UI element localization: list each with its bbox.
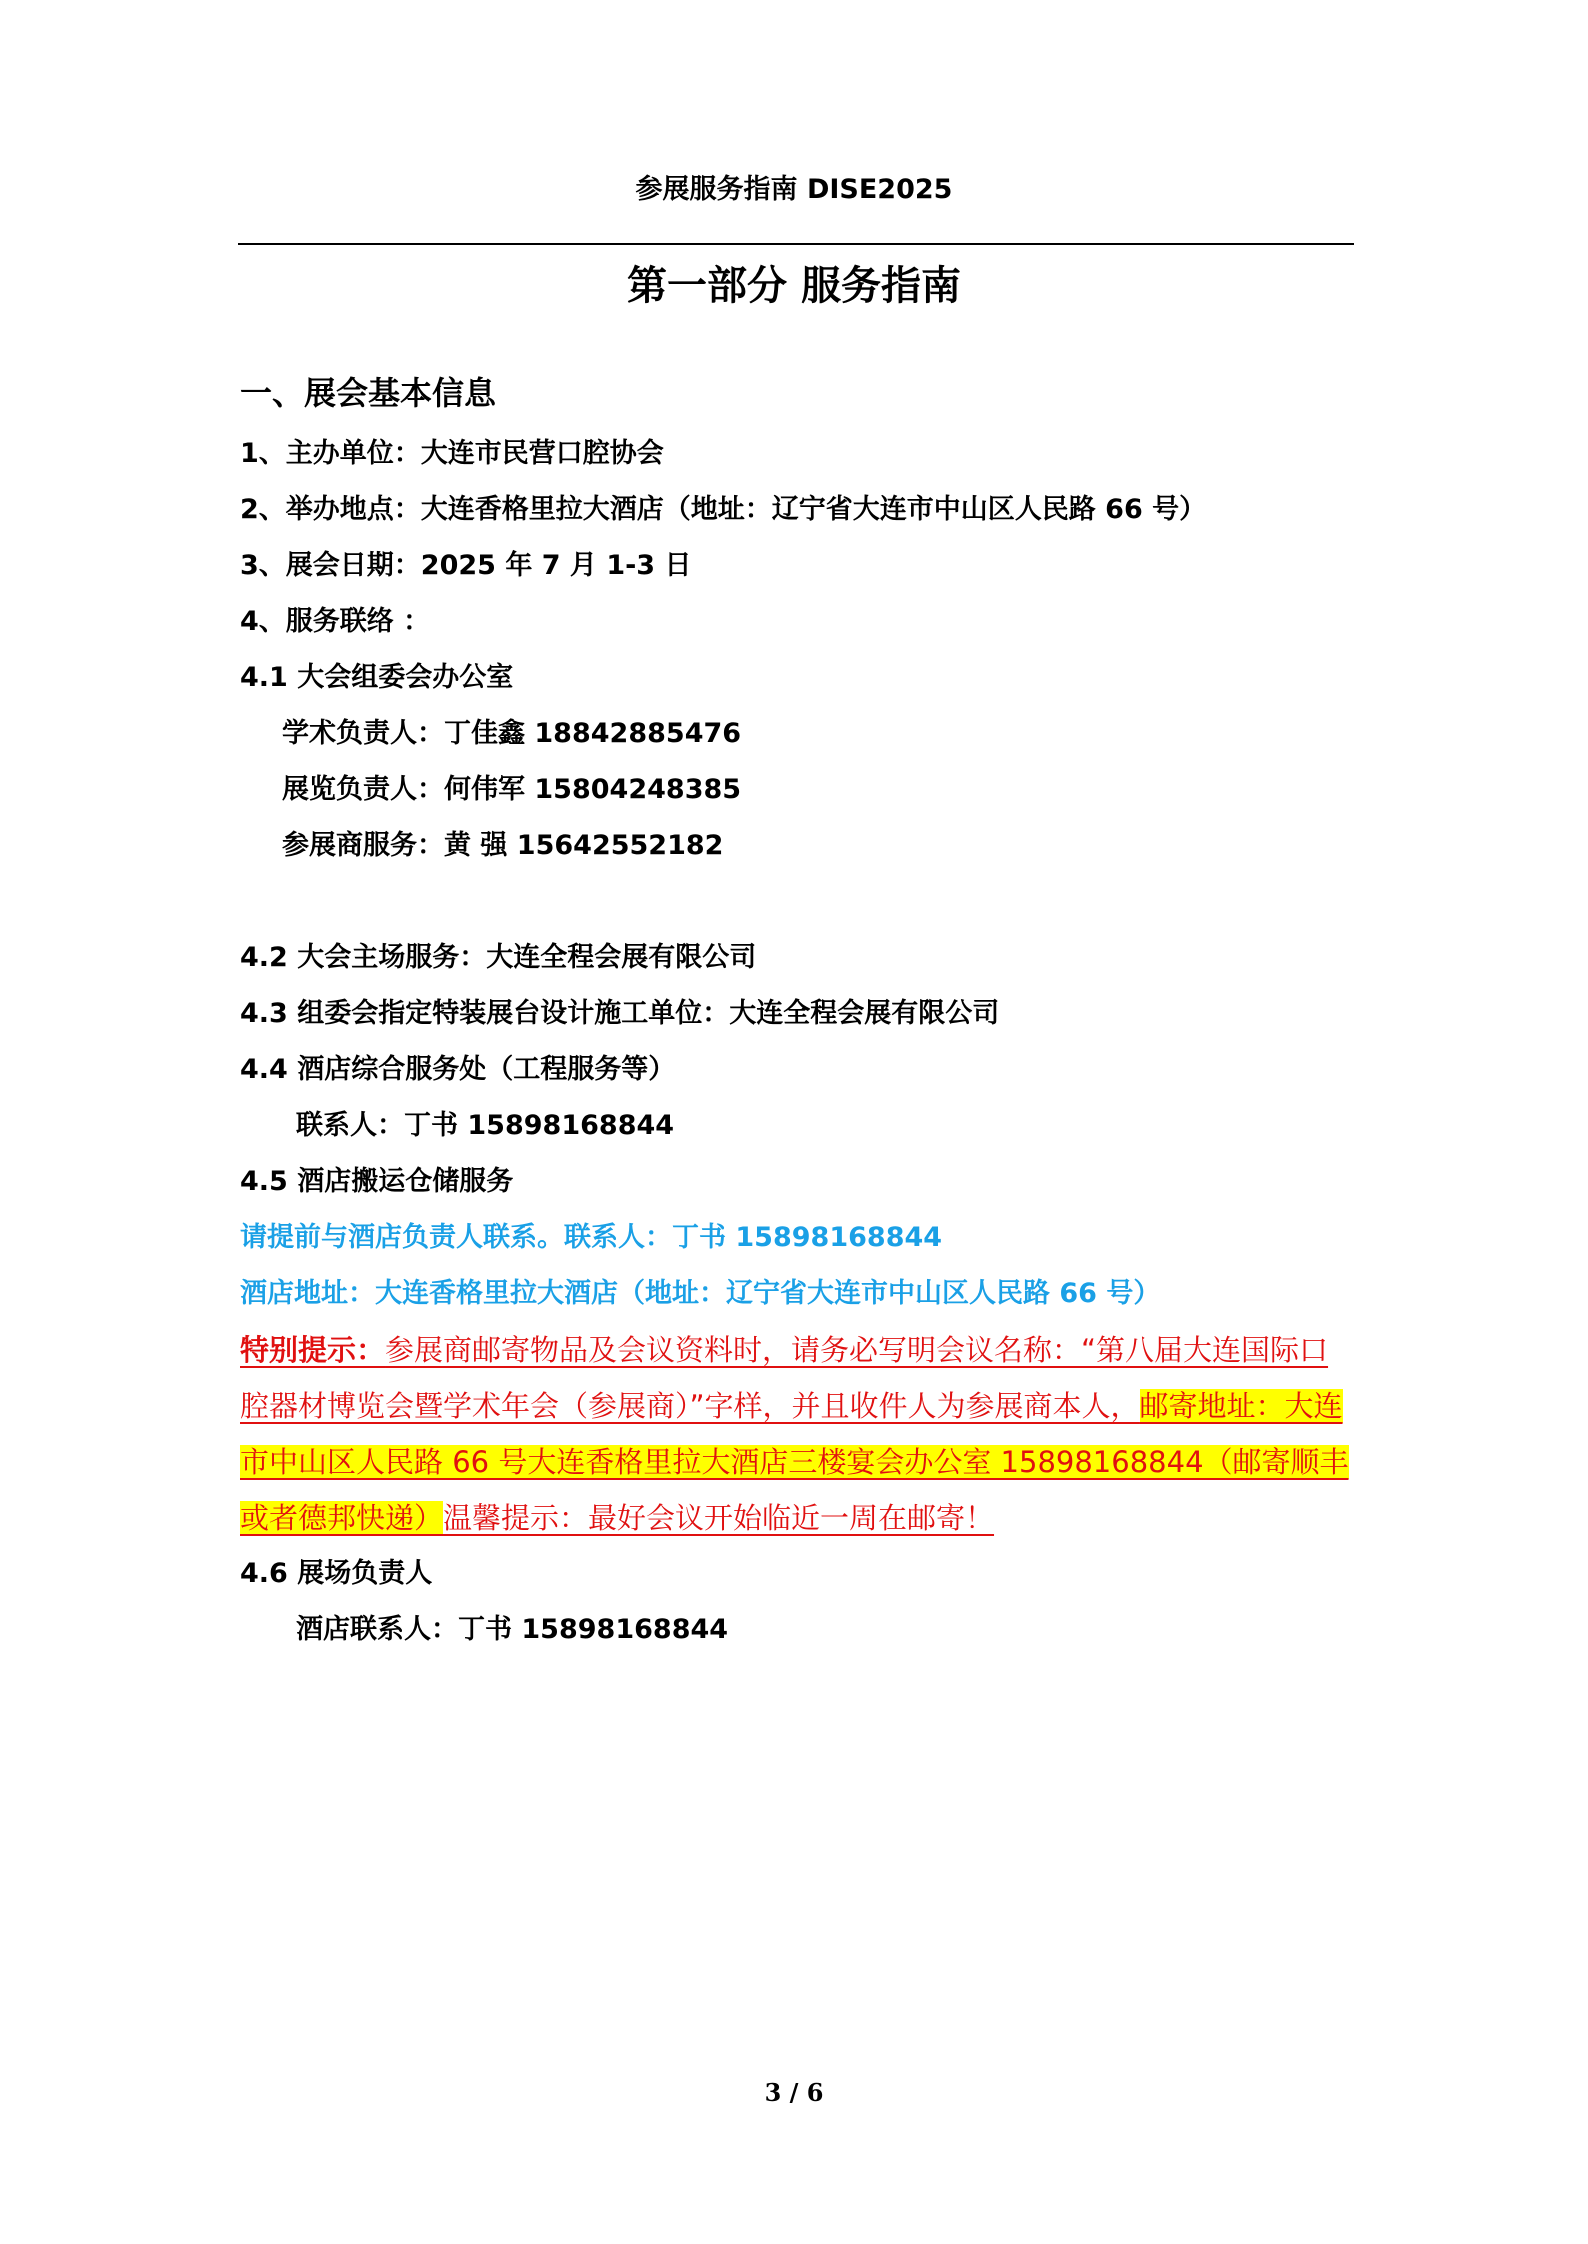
spacer	[240, 874, 1352, 930]
page-number: 3 / 6	[764, 2078, 824, 2107]
academic-contact: 学术负责人：丁佳鑫 18842885476	[282, 718, 742, 749]
section-title: 一、展会基本信息	[240, 374, 497, 412]
special-notice	[240, 1322, 1356, 1546]
main-service-line: 4.2 大会主场服务：大连全程会展有限公司	[240, 942, 757, 973]
exhibition-contact: 展览负责人：何伟军 15804248385	[282, 774, 742, 805]
dates-line: 3、展会日期：2025 年 7 月 1-3 日	[240, 550, 692, 581]
exhibitor-service-contact: 参展商服务：黄 强 15642552182	[282, 830, 724, 861]
header-divider	[238, 243, 1354, 245]
organizer-line: 1、主办单位：大连市民营口腔协会	[240, 438, 664, 469]
office-heading: 4.1 大会组委会办公室	[240, 662, 514, 693]
contact-heading: 4、服务联络 ：	[240, 606, 431, 637]
hotel-service-heading: 4.4 酒店综合服务处（工程服务等）	[240, 1054, 676, 1085]
hotel-service-contact: 联系人：丁书 15898168844	[296, 1110, 675, 1141]
mailing-address-highlight: 邮寄地址：大连市中山区人民路 66 号大连香格里拉大酒店三楼宴会办公室 15898168844（邮寄顺丰或者德邦快递）	[240, 1389, 1349, 1535]
special-notice-label: 特别提示：	[240, 1333, 386, 1367]
storage-note: 请提前与酒店负责人联系。联系人：丁书 15898168844	[240, 1222, 943, 1253]
site-contact: 酒店联系人：丁书 15898168844	[296, 1614, 729, 1645]
document-header: 参展服务指南 DISE2025	[635, 174, 953, 205]
storage-heading: 4.5 酒店搬运仓储服务	[240, 1166, 514, 1197]
special-notice-text: 参展商邮寄物品及会议资料时，请务必写明会议名称：“第八届大连国际口腔器材博览会暨学术年会（参展商）”字样，并且收件人为参展商本人，	[240, 1333, 1329, 1423]
booth-builder-line: 4.3 组委会指定特装展台设计施工单位：大连全程会展有限公司	[240, 998, 1000, 1029]
reminder-text: 温馨提示：最好会议开始临近一周在邮寄！	[443, 1501, 995, 1535]
part-title: 第一部分 服务指南	[627, 263, 961, 309]
venue-line: 2、举办地点：大连香格里拉大酒店（地址：辽宁省大连市中山区人民路 66 号）	[240, 494, 1207, 525]
main-content	[240, 370, 1352, 1658]
site-heading: 4.6 展场负责人	[240, 1558, 433, 1589]
hotel-address: 酒店地址：大连香格里拉大酒店（地址：辽宁省大连市中山区人民路 66 号）	[240, 1278, 1161, 1309]
